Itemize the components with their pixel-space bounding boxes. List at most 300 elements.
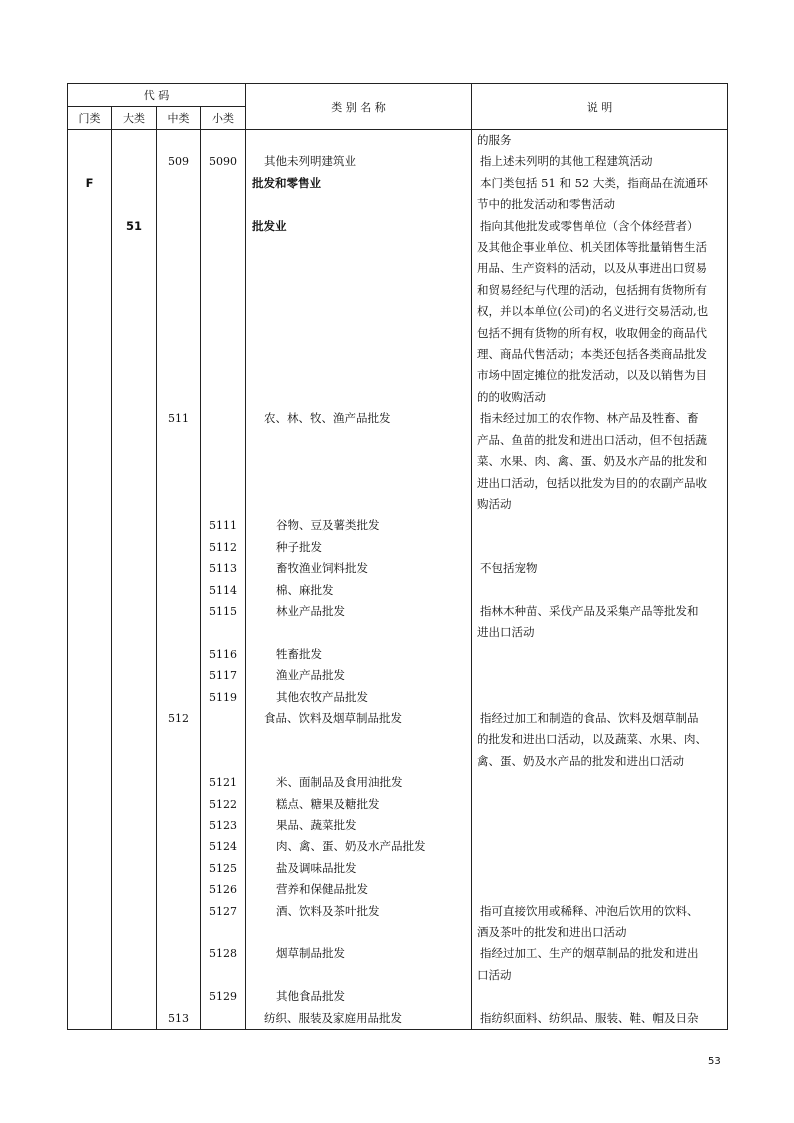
category-name-cell: 渔业产品批发 [246,665,472,686]
zhong-code-cell [157,644,201,665]
description-cell: 的批发和进出口活动，以及蔬菜、水果、肉、 [472,729,728,750]
da-code-cell [112,622,157,643]
category-name-cell: 牲畜批发 [246,644,472,665]
description-cell: 不包括宠物 [472,558,728,579]
table-row [68,708,728,729]
description-cell [472,879,728,900]
xiao-code-cell: 5112 [201,537,246,558]
zhong-code-cell [157,365,201,386]
men-code-cell [68,130,112,152]
men-code-cell [68,751,112,772]
xiao-code-cell: 5119 [201,687,246,708]
description-cell: 指可直接饮用或稀释、冲泡后饮用的饮料、 [472,901,728,922]
table-row [68,772,728,793]
category-name-cell [246,301,472,322]
men-code-cell [68,708,112,729]
men-code-cell [68,943,112,964]
xiao-code-cell: 5117 [201,665,246,686]
table-row [68,323,728,344]
zhong-code-cell [157,943,201,964]
name-header: 类 别 名 称 [246,84,472,130]
category-name-cell [246,130,472,152]
category-name-cell: 林业产品批发 [246,601,472,622]
da-code-cell [112,965,157,986]
da-code-cell [112,323,157,344]
category-name-cell [246,751,472,772]
category-name-cell: 棉、麻批发 [246,580,472,601]
men-code-cell [68,473,112,494]
description-cell [472,858,728,879]
xiao-code-cell [201,708,246,729]
xiao-code-cell [201,365,246,386]
xiao-code-cell [201,258,246,279]
men-code-cell [68,558,112,579]
xiao-code-cell: 5128 [201,943,246,964]
da-code-cell [112,237,157,258]
table-row [68,901,728,922]
xiao-code-cell [201,430,246,451]
men-code-cell [68,901,112,922]
da-code-cell [112,151,157,172]
table-body [68,130,728,1030]
category-name-cell [246,365,472,386]
zhong-code-cell [157,794,201,815]
description-cell [472,815,728,836]
description-cell [472,687,728,708]
zhong-code-cell [157,622,201,643]
table-row [68,729,728,750]
code-header: 代 码 [68,84,246,107]
zhong-code-cell [157,986,201,1007]
table-row [68,622,728,643]
zhong-code-cell: 511 [157,408,201,429]
da-code-cell [112,365,157,386]
xiao-code-cell [201,387,246,408]
description-cell [472,644,728,665]
category-name-cell [246,430,472,451]
table-row [68,451,728,472]
table-row [68,194,728,215]
zhong-code-cell [157,130,201,152]
description-cell [472,537,728,558]
table-row [68,580,728,601]
description-cell: 禽、蛋、奶及水产品的批发和进出口活动 [472,751,728,772]
men-code-cell [68,879,112,900]
da-code-cell [112,836,157,857]
men-code-cell [68,986,112,1007]
category-name-cell [246,451,472,472]
men-code-cell [68,922,112,943]
xiao-code-cell: 5121 [201,772,246,793]
da-code-cell [112,451,157,472]
da-code-cell [112,494,157,515]
da-code-cell [112,580,157,601]
table-header [68,84,728,130]
zhong-code-cell [157,922,201,943]
da-code-cell [112,344,157,365]
zhong-code-cell [157,301,201,322]
da-code-cell [112,901,157,922]
zhong-code-cell [157,601,201,622]
men-code-cell [68,344,112,365]
zhong-code-cell [157,729,201,750]
men-code-cell [68,772,112,793]
category-name-cell [246,258,472,279]
category-name-cell [246,473,472,494]
men-code-cell [68,622,112,643]
men-code-cell [68,494,112,515]
zhong-code-cell [157,494,201,515]
table-row [68,537,728,558]
xiao-code-cell [201,729,246,750]
description-cell: 指经过加工、生产的烟草制品的批发和进出 [472,943,728,964]
xiao-header: 小类 [201,107,246,130]
zhong-code-cell [157,515,201,536]
men-code-cell [68,258,112,279]
description-cell: 包括不拥有货物的所有权，收取佣金的商品代 [472,323,728,344]
table-row [68,216,728,237]
zhong-code-cell: 512 [157,708,201,729]
zhong-code-cell [157,965,201,986]
table-row [68,794,728,815]
description-cell: 指经过加工和制造的食品、饮料及烟草制品 [472,708,728,729]
men-code-cell [68,601,112,622]
description-cell: 指向其他批发或零售单位（含个体经营者） [472,216,728,237]
category-name-cell [246,729,472,750]
description-cell: 及其他企事业单位、机关团体等批量销售生活 [472,237,728,258]
da-code-cell: 51 [112,216,157,237]
men-code-cell [68,387,112,408]
da-code-cell [112,258,157,279]
category-name-cell: 酒、饮料及茶叶批发 [246,901,472,922]
table-row [68,473,728,494]
description-cell [472,772,728,793]
zhong-code-cell [157,687,201,708]
da-code-cell [112,858,157,879]
xiao-code-cell [201,922,246,943]
zhong-code-cell [157,665,201,686]
category-name-cell: 批发和零售业 [246,173,472,194]
table-row [68,301,728,322]
table-row [68,751,728,772]
category-name-cell: 畜牧渔业饲料批发 [246,558,472,579]
men-code-cell [68,451,112,472]
da-code-cell [112,772,157,793]
zhong-code-cell [157,858,201,879]
description-cell: 本门类包括 51 和 52 大类，指商品在流通环 [472,173,728,194]
xiao-code-cell: 5129 [201,986,246,1007]
men-code-cell [68,836,112,857]
xiao-code-cell [201,451,246,472]
table-row [68,879,728,900]
xiao-code-cell [201,194,246,215]
table-row [68,601,728,622]
men-code-cell [68,194,112,215]
zhong-code-cell [157,258,201,279]
description-cell: 权，并以本单位(公司)的名义进行交易活动,也 [472,301,728,322]
category-name-cell: 农、林、牧、渔产品批发 [246,408,472,429]
category-name-cell: 其他食品批发 [246,986,472,1007]
men-code-cell [68,1008,112,1030]
xiao-code-cell [201,751,246,772]
table-row [68,430,728,451]
table-row [68,173,728,194]
zhong-code-cell [157,580,201,601]
category-name-cell: 其他农牧产品批发 [246,687,472,708]
description-cell: 酒及茶叶的批发和进出口活动 [472,922,728,943]
category-name-cell: 种子批发 [246,537,472,558]
xiao-code-cell: 5116 [201,644,246,665]
zhong-code-cell [157,815,201,836]
da-code-cell [112,986,157,1007]
men-code-cell [68,815,112,836]
category-name-cell [246,494,472,515]
men-code-cell [68,537,112,558]
xiao-code-cell [201,301,246,322]
table-row [68,986,728,1007]
men-code-cell [68,365,112,386]
xiao-code-cell [201,965,246,986]
classification-table [67,83,728,1030]
table-row [68,387,728,408]
xiao-code-cell [201,344,246,365]
xiao-code-cell: 5126 [201,879,246,900]
category-name-cell: 盐及调味品批发 [246,858,472,879]
description-cell: 节中的批发活动和零售活动 [472,194,728,215]
da-code-cell [112,687,157,708]
description-cell: 的的收购活动 [472,387,728,408]
da-code-cell [112,879,157,900]
description-cell: 理、商品代售活动；本类还包括各类商品批发 [472,344,728,365]
zhong-code-cell [157,237,201,258]
da-code-cell [112,473,157,494]
men-code-cell [68,687,112,708]
zhong-code-cell [157,323,201,344]
category-name-cell [246,922,472,943]
da-code-cell [112,601,157,622]
category-name-cell: 营养和保健品批发 [246,879,472,900]
category-name-cell: 肉、禽、蛋、奶及水产品批发 [246,836,472,857]
table-row [68,644,728,665]
xiao-code-cell: 5090 [201,151,246,172]
category-name-cell [246,387,472,408]
table-row [68,1008,728,1030]
description-cell [472,515,728,536]
description-cell: 购活动 [472,494,728,515]
category-name-cell [246,323,472,344]
description-cell [472,986,728,1007]
da-code-cell [112,301,157,322]
table-row [68,943,728,964]
category-name-cell: 纺织、服装及家庭用品批发 [246,1008,472,1030]
zhong-code-cell [157,772,201,793]
table-row [68,665,728,686]
table-row [68,965,728,986]
category-name-cell: 谷物、豆及薯类批发 [246,515,472,536]
category-name-cell: 食品、饮料及烟草制品批发 [246,708,472,729]
da-code-cell [112,943,157,964]
zhong-code-cell [157,836,201,857]
xiao-code-cell [201,216,246,237]
table-row [68,151,728,172]
table-row [68,258,728,279]
xiao-code-cell: 5125 [201,858,246,879]
desc-header: 说 明 [472,84,728,130]
description-cell: 用品、生产资料的活动，以及从事进出口贸易 [472,258,728,279]
category-name-cell: 果品、蔬菜批发 [246,815,472,836]
men-code-cell [68,216,112,237]
men-code-cell [68,408,112,429]
men-code-cell [68,280,112,301]
da-code-cell [112,173,157,194]
zhong-code-cell [157,387,201,408]
zhong-code-cell [157,879,201,900]
description-cell [472,836,728,857]
zhong-code-cell [157,751,201,772]
page-number: 53 [708,1056,721,1067]
da-code-cell [112,1008,157,1030]
category-name-cell: 其他未列明建筑业 [246,151,472,172]
table-row [68,344,728,365]
category-name-cell [246,237,472,258]
da-code-cell [112,537,157,558]
xiao-code-cell: 5111 [201,515,246,536]
table-row [68,365,728,386]
category-name-cell: 糕点、糖果及糖批发 [246,794,472,815]
zhong-header: 中类 [157,107,201,130]
da-code-cell [112,130,157,152]
men-code-cell [68,794,112,815]
men-code-cell: F [68,173,112,194]
da-header: 大类 [112,107,157,130]
zhong-code-cell [157,430,201,451]
category-name-cell [246,965,472,986]
category-name-cell [246,344,472,365]
description-cell: 菜、水果、肉、禽、蛋、奶及水产品的批发和 [472,451,728,472]
xiao-code-cell: 5124 [201,836,246,857]
men-code-cell [68,858,112,879]
description-cell: 指林木种苗、采伐产品及采集产品等批发和 [472,601,728,622]
men-code-cell [68,237,112,258]
zhong-code-cell [157,473,201,494]
description-cell: 的服务 [472,130,728,152]
category-name-cell [246,280,472,301]
xiao-code-cell [201,622,246,643]
xiao-code-cell [201,280,246,301]
da-code-cell [112,729,157,750]
xiao-code-cell [201,323,246,344]
zhong-code-cell [157,344,201,365]
description-cell: 口活动 [472,965,728,986]
zhong-code-cell: 509 [157,151,201,172]
description-cell: 产品、鱼苗的批发和进出口活动，但不包括蔬 [472,430,728,451]
men-code-cell [68,151,112,172]
xiao-code-cell: 5114 [201,580,246,601]
zhong-code-cell: 513 [157,1008,201,1030]
da-code-cell [112,815,157,836]
zhong-code-cell [157,537,201,558]
table-row [68,858,728,879]
table-row [68,836,728,857]
xiao-code-cell: 5127 [201,901,246,922]
da-code-cell [112,558,157,579]
description-cell [472,580,728,601]
da-code-cell [112,387,157,408]
category-name-cell: 烟草制品批发 [246,943,472,964]
xiao-code-cell [201,130,246,152]
table-row [68,815,728,836]
table-row [68,237,728,258]
men-code-cell [68,965,112,986]
xiao-code-cell [201,173,246,194]
men-code-cell [68,430,112,451]
table-row [68,687,728,708]
table-row [68,280,728,301]
zhong-code-cell [157,451,201,472]
description-cell: 指未经过加工的农作物、林产品及牲畜、畜 [472,408,728,429]
xiao-code-cell [201,408,246,429]
da-code-cell [112,665,157,686]
xiao-code-cell [201,237,246,258]
description-cell: 市场中固定摊位的批发活动，以及以销售为目 [472,365,728,386]
da-code-cell [112,408,157,429]
da-code-cell [112,794,157,815]
zhong-code-cell [157,280,201,301]
category-name-cell [246,194,472,215]
category-name-cell: 米、面制品及食用油批发 [246,772,472,793]
xiao-code-cell [201,494,246,515]
men-code-cell [68,644,112,665]
men-code-cell [68,301,112,322]
da-code-cell [112,644,157,665]
da-code-cell [112,280,157,301]
da-code-cell [112,751,157,772]
zhong-code-cell [157,558,201,579]
da-code-cell [112,708,157,729]
table-row [68,515,728,536]
xiao-code-cell: 5113 [201,558,246,579]
xiao-code-cell: 5123 [201,815,246,836]
xiao-code-cell: 5122 [201,794,246,815]
category-name-cell: 批发业 [246,216,472,237]
description-cell [472,665,728,686]
da-code-cell [112,922,157,943]
men-code-cell [68,323,112,344]
men-code-cell [68,729,112,750]
description-cell: 指纺织面料、纺织品、服装、鞋、帽及日杂 [472,1008,728,1030]
men-code-cell [68,665,112,686]
zhong-code-cell [157,173,201,194]
men-code-cell [68,580,112,601]
description-cell: 指上述未列明的其他工程建筑活动 [472,151,728,172]
category-name-cell [246,622,472,643]
zhong-code-cell [157,194,201,215]
zhong-code-cell [157,901,201,922]
da-code-cell [112,430,157,451]
men-header: 门类 [68,107,112,130]
xiao-code-cell [201,473,246,494]
description-cell [472,794,728,815]
table-row [68,922,728,943]
da-code-cell [112,194,157,215]
da-code-cell [112,515,157,536]
description-cell: 和贸易经纪与代理的活动，包括拥有货物所有 [472,280,728,301]
table-row [68,130,728,152]
men-code-cell [68,515,112,536]
table-row [68,408,728,429]
description-cell: 进出口活动，包括以批发为目的的农副产品收 [472,473,728,494]
zhong-code-cell [157,216,201,237]
